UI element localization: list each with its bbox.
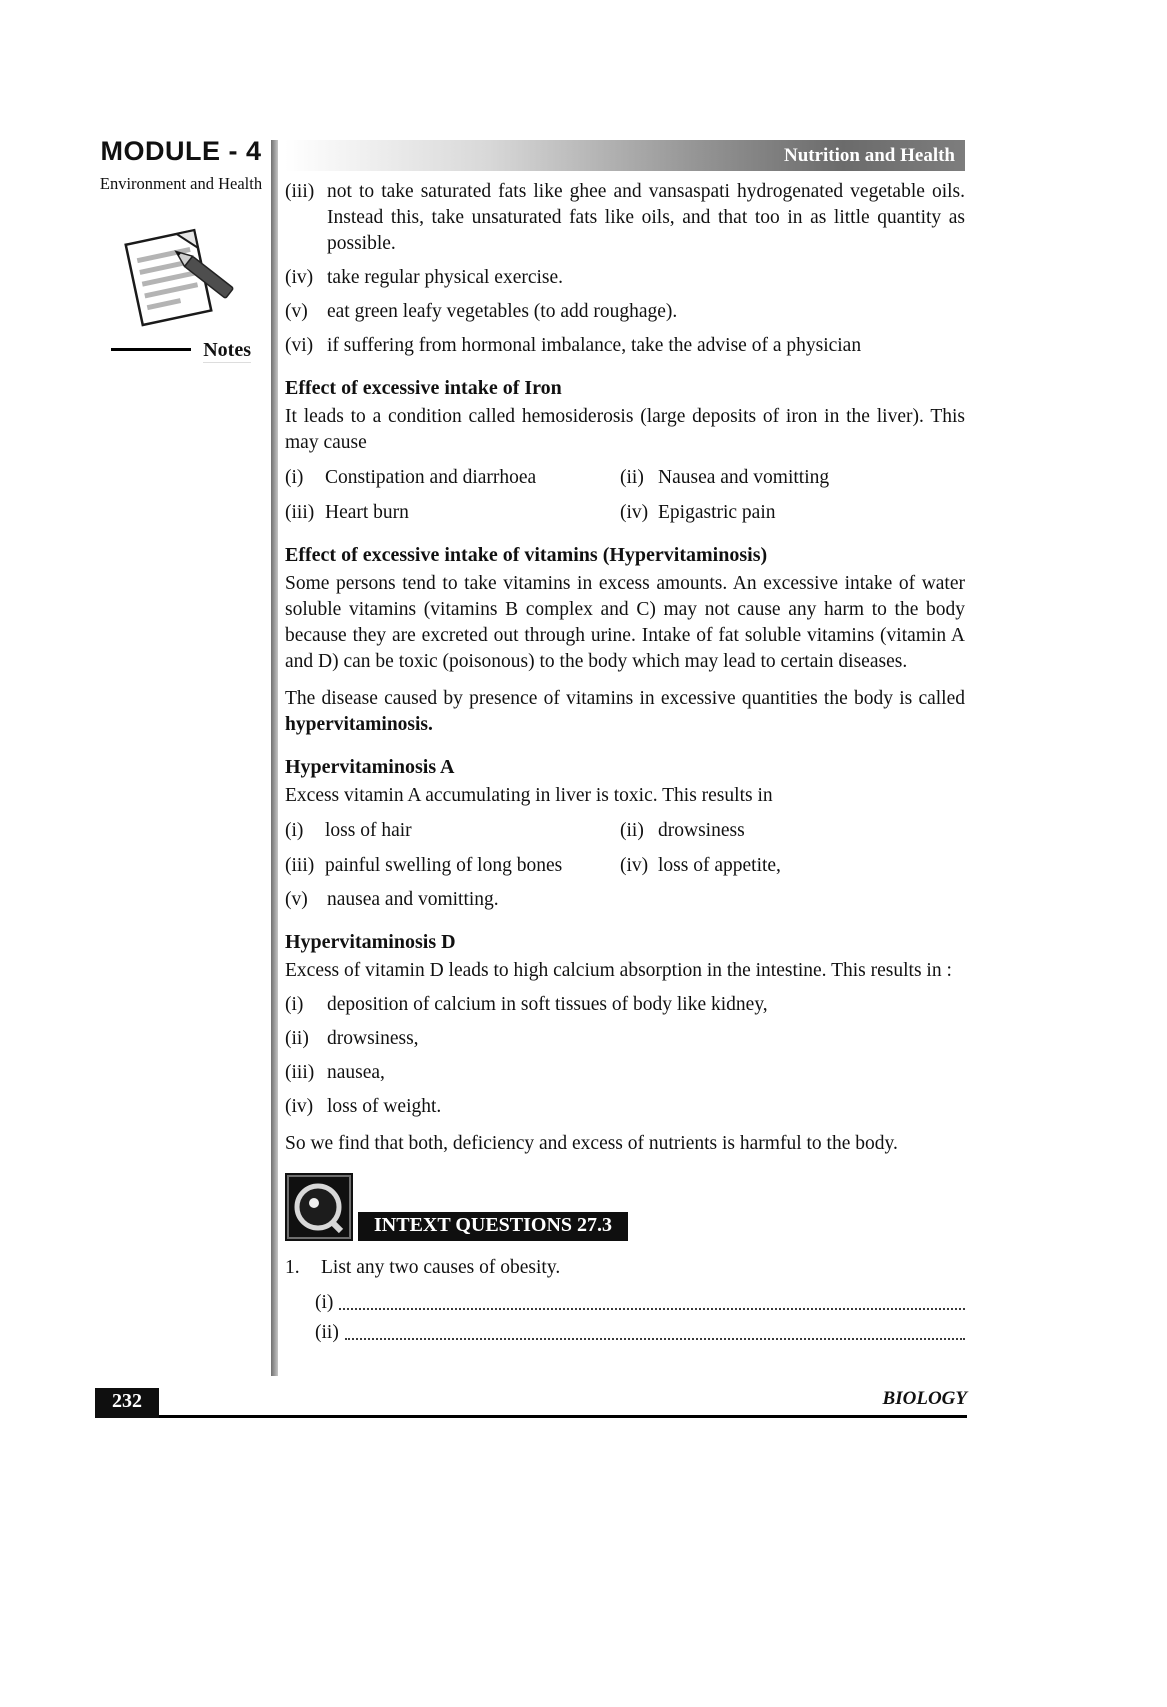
module-subtitle: Environment and Health	[99, 174, 263, 193]
list-item	[285, 265, 965, 291]
effect-text: Epigastric pain	[658, 502, 776, 523]
dotted-answer-line	[339, 1308, 965, 1310]
question-text: List any two causes of obesity.	[321, 1257, 561, 1278]
effect-text: drowsiness	[658, 820, 745, 841]
answer-blank-row	[315, 1321, 965, 1345]
intext-questions-banner	[285, 1173, 965, 1241]
effect-cell	[620, 500, 965, 526]
effect-number: (iv)	[620, 502, 649, 523]
effect-cell	[620, 818, 965, 844]
effect-number: (i)	[285, 994, 304, 1015]
effect-text: nausea and vomitting.	[327, 889, 499, 910]
footer-book-title: BIOLOGY	[882, 1388, 967, 1409]
effect-text: loss of appetite,	[658, 855, 781, 876]
list-item-text: take regular physical exercise.	[327, 267, 564, 288]
chapter-header-title: Nutrition and Health	[783, 144, 955, 166]
effect-text: loss of weight.	[327, 1096, 442, 1117]
notes-paper-pencil-icon	[111, 220, 251, 332]
effect-number: (ii)	[285, 1028, 309, 1049]
notes-label: Notes	[203, 339, 251, 361]
closing-paragraph: So we find that both, deficiency and excess of nutrients is harmful to the body.	[285, 1133, 898, 1154]
list-item-number: (iv)	[285, 267, 314, 288]
effect-number: (iv)	[285, 1096, 314, 1117]
effect-text: deposition of calcium in soft tissues of body like kidney,	[327, 994, 768, 1015]
section-heading-hypervitaminosis-a: Hypervitaminosis A	[285, 756, 455, 778]
list-item-text: not to take saturated fats like ghee and vansaspati hydrogenated vegetable oils. Instead this, take unsaturated fats like oils, and that too in as little quantity as possible.	[327, 181, 965, 254]
list-item	[285, 1026, 965, 1052]
module-title: MODULE - 4	[100, 136, 262, 166]
intext-questions-title: INTEXT QUESTIONS 27.3	[358, 1212, 628, 1241]
effect-text: Constipation and diarrhoea	[325, 467, 537, 488]
effect-text: Heart burn	[325, 502, 409, 523]
effect-number: (ii)	[620, 820, 644, 841]
vitamins-paragraph-1: Some persons tend to take vitamins in excess amounts. An excessive intake of water soluble vitamins (vitamins B complex and C) may not cause any harm to the body because they are excreted out through urine. Intake of fat soluble vitamins (vitamin A and D) can be toxic (poisonous) to the body which may lead to certain diseases.	[285, 573, 965, 672]
list-item-text: if suffering from hormonal imbalance, take the advise of a physician	[327, 335, 862, 356]
list-item	[285, 887, 965, 913]
list-item	[285, 179, 965, 257]
effects-row	[285, 500, 965, 526]
section-heading-iron: Effect of excessive intake of Iron	[285, 377, 562, 399]
effect-text: painful swelling of long bones	[325, 855, 563, 876]
list-item	[285, 299, 965, 325]
blank-number: (ii)	[315, 1322, 339, 1343]
effect-number: (iii)	[285, 502, 315, 523]
iron-intro-paragraph: It leads to a condition called hemosiderosis (large deposits of iron in the liver). This may cause	[285, 406, 965, 453]
effect-text: nausea,	[327, 1062, 385, 1083]
list-item-number: (vi)	[285, 335, 314, 356]
effect-cell	[285, 500, 620, 526]
intext-questions-icon	[285, 1173, 353, 1241]
effects-row	[285, 853, 965, 879]
effect-text: loss of hair	[325, 820, 412, 841]
list-item-number: (iii)	[285, 181, 315, 202]
effects-row	[285, 465, 965, 491]
effect-cell	[285, 465, 620, 491]
notes-rule	[111, 348, 191, 351]
list-item	[285, 992, 965, 1018]
main-content	[285, 140, 965, 1345]
notes-caption-row	[111, 339, 251, 363]
hypervitaminosis-a-intro: Excess vitamin A accumulating in liver is toxic. This results in	[285, 785, 773, 806]
effect-number: (v)	[285, 889, 308, 910]
effect-cell	[620, 465, 965, 491]
vitamins-paragraph-2	[285, 686, 965, 738]
blank-number: (i)	[315, 1292, 334, 1313]
dotted-answer-line	[345, 1338, 965, 1340]
module-sidebar	[95, 136, 267, 363]
section-heading-hypervitaminosis-d: Hypervitaminosis D	[285, 931, 456, 953]
effect-number: (i)	[285, 467, 304, 488]
list-item-number: (v)	[285, 301, 308, 322]
footer-rule	[159, 1415, 967, 1418]
list-item	[285, 1094, 965, 1120]
footer-row	[95, 1388, 967, 1418]
vertical-divider	[271, 140, 278, 1376]
effect-number: (i)	[285, 820, 304, 841]
effects-row	[285, 818, 965, 844]
answer-blank-row	[315, 1291, 965, 1315]
section-heading-vitamins: Effect of excessive intake of vitamins (Hypervitaminosis)	[285, 544, 768, 566]
list-item	[285, 333, 965, 359]
effect-cell	[285, 818, 620, 844]
effect-number: (iv)	[620, 855, 649, 876]
question-number: 1.	[285, 1257, 300, 1278]
effect-cell	[285, 853, 620, 879]
notes-icon-wrap	[111, 220, 251, 363]
vitamins-paragraph-2-text: The disease caused by presence of vitamins in excessive quantities the body is called	[285, 688, 965, 709]
list-item	[285, 1060, 965, 1086]
effect-number: (iii)	[285, 855, 315, 876]
hypervitaminosis-term: hypervitaminosis.	[285, 714, 433, 735]
page-number-box: 232	[95, 1388, 159, 1418]
effect-number: (iii)	[285, 1062, 315, 1083]
page-footer	[95, 1388, 967, 1418]
question-1	[285, 1255, 965, 1281]
list-item-text: eat green leafy vegetables (to add roughage).	[327, 301, 678, 322]
effect-number: (ii)	[620, 467, 644, 488]
effect-text: Nausea and vomitting	[658, 467, 830, 488]
hypervitaminosis-d-intro: Excess of vitamin D leads to high calcium absorption in the intestine. This results in :	[285, 960, 952, 981]
effect-cell	[620, 853, 965, 879]
effect-text: drowsiness,	[327, 1028, 419, 1049]
chapter-header-band	[285, 140, 965, 171]
